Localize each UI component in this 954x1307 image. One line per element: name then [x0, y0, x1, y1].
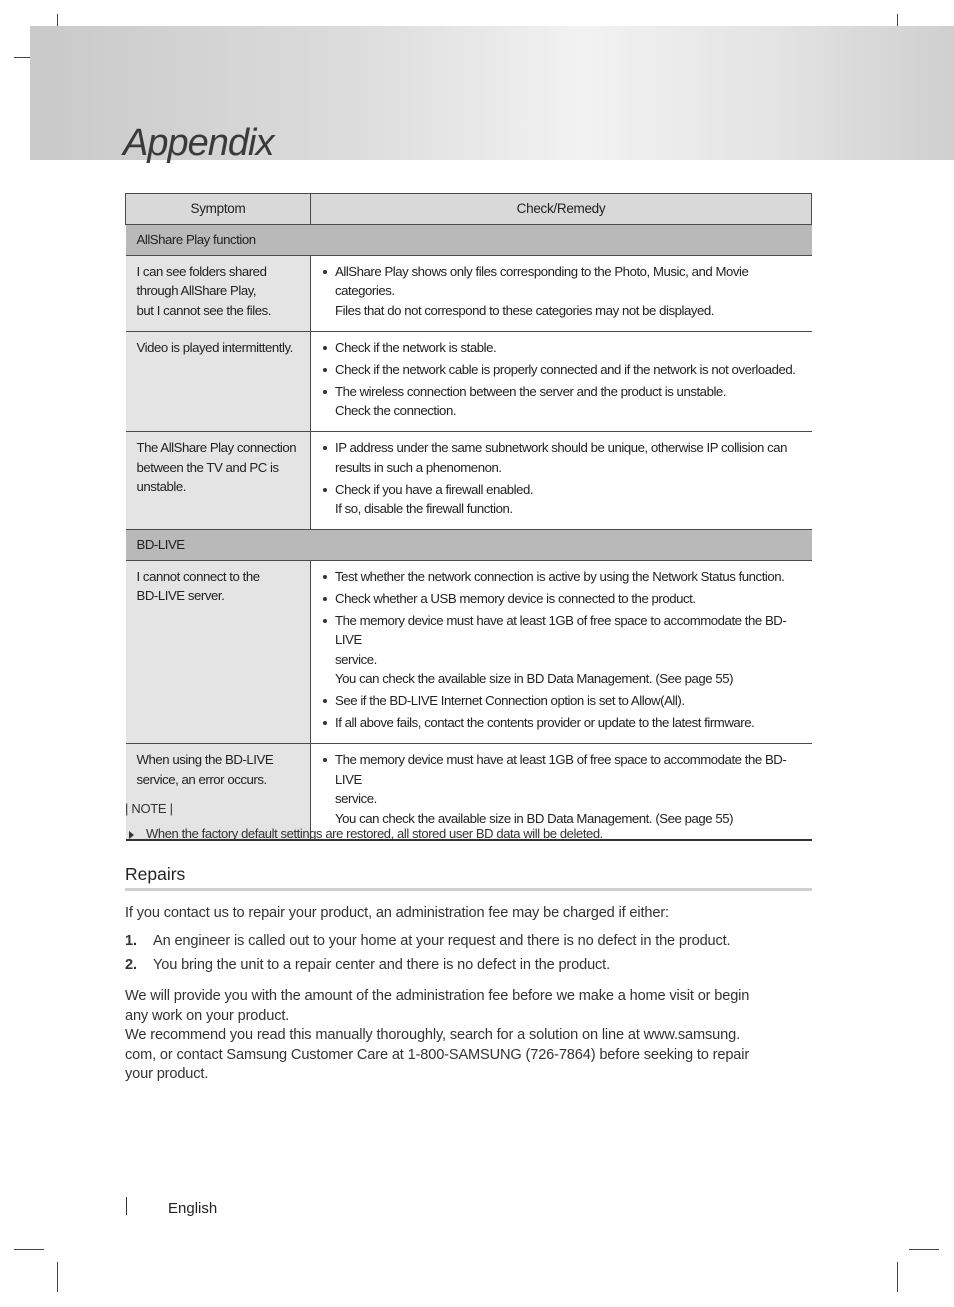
remedy-text: You can check the available size in BD Data Management. (See page 55) [335, 810, 734, 826]
remedy-cell [311, 331, 812, 432]
remedy-item [321, 338, 808, 358]
note [125, 826, 603, 841]
note-label: | NOTE | [125, 801, 173, 816]
remedy-text: The memory device must have at least 1GB of free space to accommodate the BD-LIVE [335, 612, 787, 647]
remedy-text: Check if the network is stable. [335, 339, 497, 355]
remedy-item [321, 713, 808, 733]
remedy-text: Check whether a USB memory device is connected to the product. [335, 590, 696, 606]
table-header-row [126, 194, 812, 225]
symptom-line: When using the BD-LIVE [136, 752, 274, 767]
symptom-line: BD-LIVE server. [136, 588, 225, 603]
item-number: 1. [125, 933, 137, 949]
paragraph-line: com, or contact Samsung Customer Care at 1-800-SAMSUNG (726-7864) before seeking to repair [125, 1046, 750, 1063]
remedy-item [321, 262, 808, 321]
symptom-line: unstable. [136, 479, 186, 494]
remedy-text: See if the BD-LIVE Internet Connection option is set to Allow(All). [335, 693, 685, 708]
symptom-cell [126, 255, 311, 331]
remedy-text: service. [335, 651, 377, 667]
repairs-intro: If you contact us to repair your product, an administration fee may be charged if either: [125, 905, 669, 921]
symptom-cell [126, 432, 311, 530]
remedy-text: service. [335, 791, 377, 806]
section-row [126, 530, 812, 561]
remedy-text: Test whether the network connection is active by using the Network Status function. [335, 568, 785, 584]
symptom-line: The AllShare Play connection [136, 440, 297, 455]
item-text: An engineer is called out to your home at your request and there is no defect in the product. [153, 933, 731, 949]
table-row [126, 432, 812, 530]
section-divider [125, 888, 812, 891]
symptom-cell [126, 560, 311, 744]
symptom-line: I can see folders shared [136, 263, 267, 279]
numbered-item [125, 956, 805, 976]
paragraph-line: We will provide you with the amount of the administration fee before we make a home visit or begin [125, 988, 750, 1004]
paragraph-line: We recommend you read this manually thoroughly, search for a solution on line at www.samsung. [125, 1027, 740, 1043]
note-text: When the factory default settings are restored, all stored user BD data will be deleted. [146, 826, 603, 841]
remedy-item [321, 611, 808, 689]
remedy-text: IP address under the same subnetwork should be unique, otherwise IP collision can [335, 440, 788, 455]
triangle-bullet-icon [129, 831, 134, 839]
remedy-cell [311, 255, 812, 331]
remedy-text: If so, disable the firewall function. [335, 501, 513, 516]
symptom-cell [126, 331, 311, 432]
page-title: Appendix [123, 122, 274, 164]
item-text: You bring the unit to a repair center and there is no defect in the product. [153, 957, 610, 973]
crop-mark [897, 1262, 898, 1292]
table-row [126, 560, 812, 744]
remedy-text: Check if you have a firewall enabled. [335, 481, 534, 497]
remedy-item [321, 750, 808, 828]
remedy-text: Files that do not correspond to these categories may not be displayed. [335, 302, 715, 318]
symptom-line: service, an error occurs. [136, 771, 267, 787]
remedy-cell [311, 432, 812, 530]
remedy-text: The wireless connection between the server and the product is unstable. [335, 383, 727, 399]
remedy-text: If all above fails, contact the contents provider or update to the latest firmware. [335, 715, 755, 730]
fee-paragraph [125, 987, 805, 1085]
remedy-text: AllShare Play shows only files corresponding to the Photo, Music, and Movie categories. [335, 263, 749, 298]
header-remedy: Check/Remedy [311, 194, 812, 225]
section-title: AllShare Play function [126, 225, 812, 256]
table-row [126, 255, 812, 331]
item-number: 2. [125, 957, 137, 973]
repairs-heading: Repairs [125, 864, 186, 884]
crop-mark [909, 1249, 939, 1250]
page-number-divider [126, 1197, 127, 1215]
remedy-text: results in such a phenomenon. [335, 459, 502, 475]
symptom-line: Video is played intermittently. [136, 339, 293, 355]
remedy-text: You can check the available size in BD Data Management. (See page 55) [335, 671, 734, 686]
symptom-line: through AllShare Play, [136, 283, 257, 298]
remedy-cell [311, 560, 812, 744]
paragraph-line: any work on your product. [125, 1007, 290, 1024]
symptom-line: I cannot connect to the [136, 568, 260, 584]
section-row [126, 225, 812, 256]
symptom-line: but I cannot see the files. [136, 302, 271, 318]
troubleshooting-table [125, 193, 812, 841]
remedy-item [321, 691, 808, 711]
symptom-line: between the TV and PC is [136, 459, 279, 475]
remedy-item [321, 480, 808, 519]
paragraph-line: your product. [125, 1066, 209, 1082]
remedy-item [321, 438, 808, 477]
footer-language: English [168, 1200, 218, 1217]
crop-mark [14, 1249, 44, 1250]
remedy-text: The memory device must have at least 1GB of free space to accommodate the BD-LIVE [335, 752, 787, 787]
header-symptom: Symptom [126, 194, 311, 225]
section-title: BD-LIVE [126, 530, 812, 561]
remedy-text: Check if the network cable is properly connected and if the network is not overloaded. [335, 361, 796, 377]
remedy-item [321, 360, 808, 380]
table-row [126, 331, 812, 432]
remedy-text: Check the connection. [335, 403, 457, 418]
remedy-item [321, 589, 808, 609]
crop-mark [57, 1262, 58, 1292]
remedy-item [321, 382, 808, 421]
numbered-item [125, 932, 805, 952]
remedy-item [321, 567, 808, 587]
